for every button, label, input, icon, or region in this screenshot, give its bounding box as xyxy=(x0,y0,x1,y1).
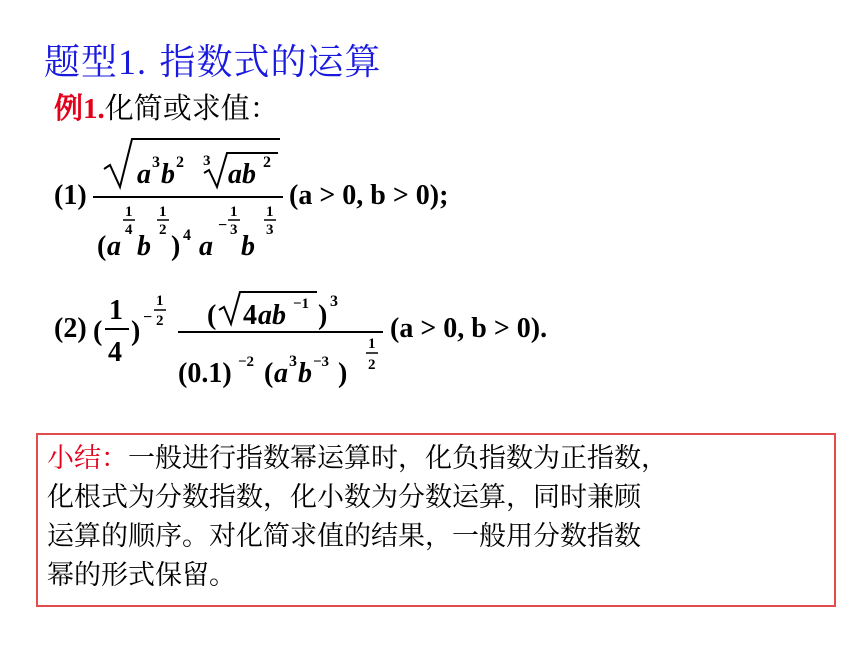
summary-line-3: 运算的顺序。对化简求值的结果，一般用分数指数 xyxy=(47,521,641,552)
problem-2-first-factor xyxy=(93,285,183,375)
svg-text:1: 1 xyxy=(159,204,167,220)
problem-1-denominator xyxy=(95,200,295,266)
svg-text:): ) xyxy=(318,300,328,331)
example-heading xyxy=(54,86,279,127)
svg-text:(: ( xyxy=(264,358,274,389)
example-text: 化简或求值： xyxy=(104,91,279,125)
svg-text:(0.1): (0.1) xyxy=(178,358,232,389)
problem-2-label: (2) xyxy=(54,313,87,344)
problem-1-fraction-bar xyxy=(93,196,283,198)
svg-text:b: b xyxy=(161,159,175,190)
svg-text:3: 3 xyxy=(203,153,211,169)
page-title xyxy=(44,34,381,85)
svg-text:3: 3 xyxy=(289,353,297,370)
svg-text:2: 2 xyxy=(368,357,376,373)
problem-1-condition: (a > 0, b > 0); xyxy=(289,180,449,211)
problem-1-label: (1) xyxy=(54,180,87,211)
svg-text:ab: ab xyxy=(258,300,286,331)
svg-text:(: ( xyxy=(97,231,107,262)
svg-text:4: 4 xyxy=(125,222,133,238)
svg-text:4: 4 xyxy=(108,337,122,368)
svg-text:4: 4 xyxy=(183,227,191,244)
svg-text:1: 1 xyxy=(109,295,123,326)
summary-line-4: 幂的形式保留。 xyxy=(47,560,236,591)
example-label: 例1. xyxy=(54,93,105,125)
svg-text:3: 3 xyxy=(266,222,274,238)
problem-2-numerator xyxy=(205,284,375,332)
problem-2-denominator xyxy=(178,334,388,394)
svg-text:−1: −1 xyxy=(293,296,310,312)
svg-text:4: 4 xyxy=(243,300,257,331)
svg-text:1: 1 xyxy=(368,336,376,352)
title-prefix: 题型 xyxy=(44,42,119,83)
svg-text:b: b xyxy=(137,231,151,262)
svg-text:2: 2 xyxy=(159,222,167,238)
problem-1-numerator xyxy=(100,135,285,195)
svg-text:(: ( xyxy=(207,300,217,331)
svg-text:3: 3 xyxy=(152,154,160,171)
svg-text:b: b xyxy=(298,358,312,389)
svg-text:−: − xyxy=(143,309,153,326)
svg-text:−2: −2 xyxy=(238,354,255,370)
svg-text:a: a xyxy=(274,358,288,389)
svg-text:1: 1 xyxy=(266,204,274,220)
svg-text:a: a xyxy=(137,159,151,190)
svg-text:a: a xyxy=(107,231,121,262)
svg-text:2: 2 xyxy=(176,154,184,171)
svg-text:1: 1 xyxy=(156,293,164,309)
title-text: 指数式的运算 xyxy=(147,42,382,83)
svg-text:): ) xyxy=(338,358,348,389)
svg-text:1: 1 xyxy=(230,204,238,220)
problem-2-fraction-bar xyxy=(178,331,383,333)
svg-text:3: 3 xyxy=(230,222,238,238)
problem-2-condition: (a > 0, b > 0). xyxy=(390,313,548,344)
summary-label: 小结： xyxy=(47,443,128,474)
summary-line-2: 化根式为分数指数，化小数为分数运算，同时兼顾 xyxy=(47,482,641,513)
summary-line-1: 小结：一般进行指数幂运算时，化负指数为正指数， xyxy=(47,443,668,474)
svg-text:−: − xyxy=(218,217,228,234)
summary-text xyxy=(47,439,827,595)
svg-text:a: a xyxy=(199,231,213,262)
svg-text:(: ( xyxy=(93,316,103,347)
svg-text:b: b xyxy=(241,231,255,262)
svg-text:): ) xyxy=(131,316,141,347)
svg-text:2: 2 xyxy=(156,313,164,329)
svg-text:2: 2 xyxy=(263,154,271,171)
svg-text:): ) xyxy=(171,231,181,262)
summary-box xyxy=(36,433,836,607)
svg-text:3: 3 xyxy=(330,293,338,310)
svg-text:−3: −3 xyxy=(313,354,330,370)
svg-text:1: 1 xyxy=(125,204,133,220)
svg-text:ab: ab xyxy=(228,159,256,190)
title-number: 1. xyxy=(118,42,148,82)
